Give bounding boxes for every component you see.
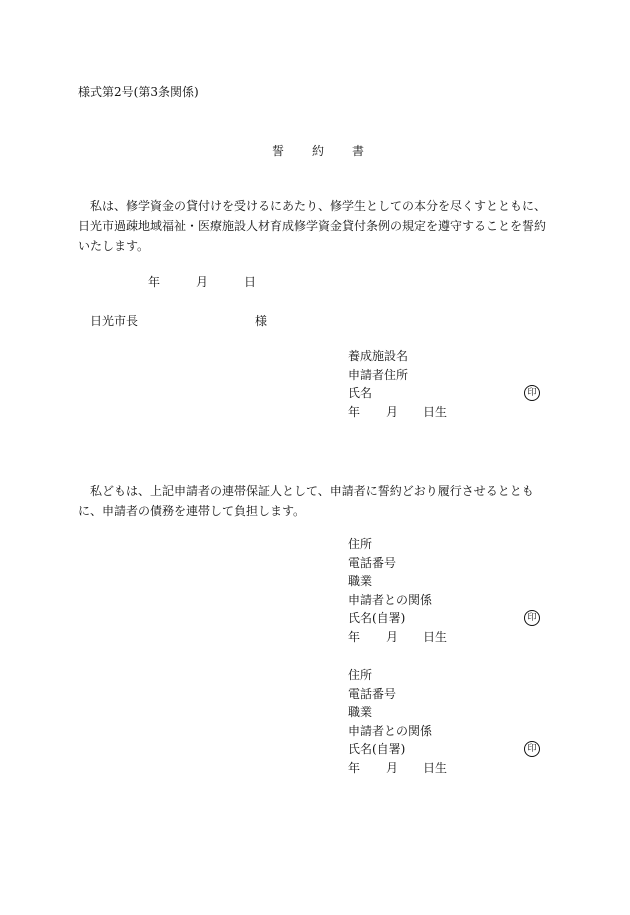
title-char: 約: [312, 144, 325, 158]
guarantor-birth-row: [348, 628, 548, 647]
seal-icon: 印: [524, 610, 540, 626]
applicant-birth-row: [348, 403, 548, 422]
birth-month: 月: [386, 760, 399, 775]
seal-icon: 印: [524, 385, 540, 401]
guarantor-relation-label: 申請者との関係: [348, 723, 433, 738]
date-day: 日: [244, 275, 257, 289]
guarantor-name-row: [348, 740, 548, 759]
birth-year: 年: [348, 629, 361, 644]
guarantor-occupation-label: 職業: [348, 574, 373, 588]
birth-year: 年: [348, 760, 361, 775]
title-char: 書: [352, 144, 365, 158]
guarantor-address-label: 住所: [348, 668, 373, 682]
guarantor-address-label: 住所: [348, 537, 373, 551]
birth-month: 月: [386, 629, 399, 644]
guarantor-phone-label: 電話番号: [348, 686, 397, 701]
applicant-name-label: 氏名: [348, 386, 373, 400]
guarantor-name-label: 氏名(自署): [348, 742, 406, 756]
applicant-name-row: [348, 384, 548, 403]
oath-paragraph: 私は、修学資金の貸付けを受けるにあたり、修学生としての本分を尽くすとともに、日光市過疎地域福祉・医療施設人材育成修学資金貸付条例の規定を遵守することを誓約いたします。: [78, 199, 547, 253]
document-title: [272, 142, 364, 159]
applicant-address-label: 申請者住所: [348, 367, 409, 382]
guarantor-block-2: [348, 666, 548, 777]
guarantor-block-1: [348, 535, 548, 646]
facility-label: 養成施設名: [348, 349, 409, 363]
form-number: 様式第2号(第3条関係): [78, 85, 199, 99]
birth-year: 年: [348, 404, 361, 419]
birth-month: 月: [386, 404, 399, 419]
title-char: 誓: [272, 144, 285, 158]
addressee-name: 日光市長: [90, 314, 139, 328]
birth-day: 日生: [423, 629, 448, 644]
guarantor-paragraph: 私どもは、上記申請者の連帯保証人として、申請者に誓約どおり履行させるとともに、申請者の債務を連帯して負担します。: [78, 484, 534, 518]
guarantor-occupation-label: 職業: [348, 705, 373, 719]
date-year: 年: [148, 275, 161, 289]
date-month: 月: [196, 275, 209, 289]
addressee-honorific: 様: [255, 314, 268, 328]
seal-icon: 印: [524, 741, 540, 757]
birth-day: 日生: [423, 404, 448, 419]
guarantor-birth-row: [348, 759, 548, 778]
guarantor-name-label: 氏名(自署): [348, 611, 406, 625]
birth-day: 日生: [423, 760, 448, 775]
guarantor-name-row: [348, 609, 548, 628]
guarantor-relation-label: 申請者との関係: [348, 592, 433, 607]
guarantor-phone-label: 電話番号: [348, 555, 397, 570]
applicant-block: [348, 347, 548, 421]
